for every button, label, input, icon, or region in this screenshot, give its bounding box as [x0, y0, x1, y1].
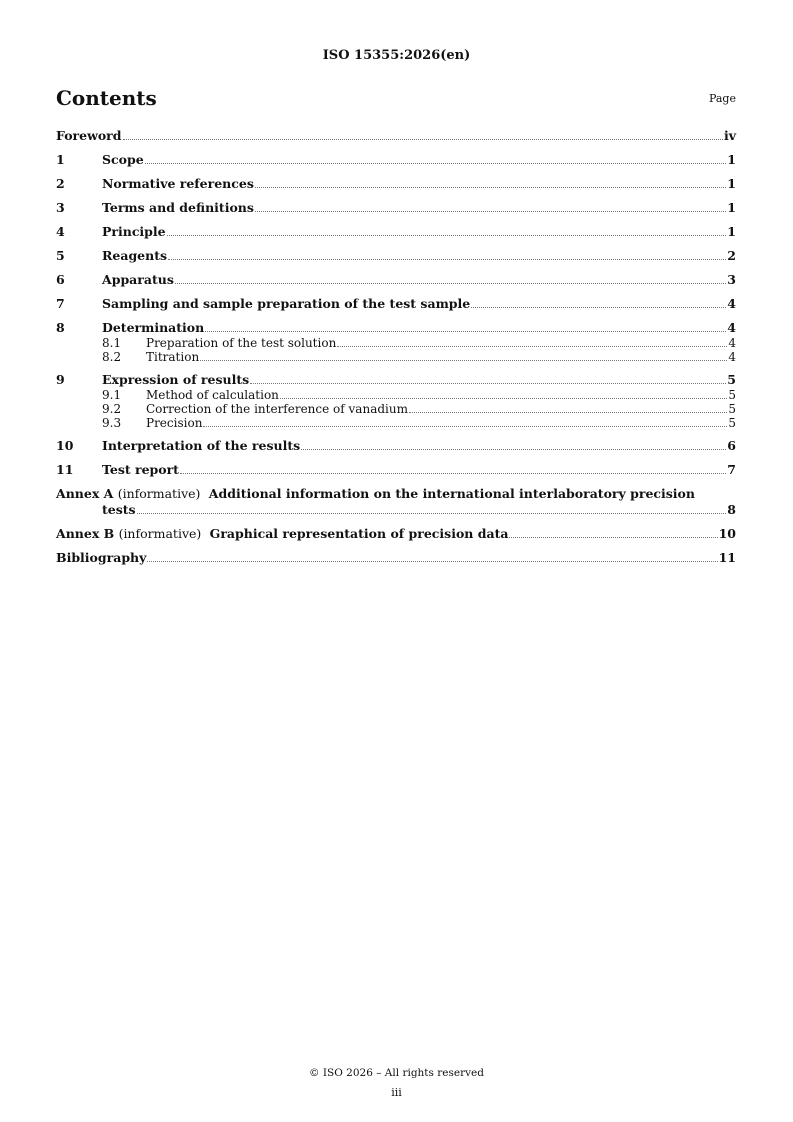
toc-entry-number: 4 — [56, 224, 65, 239]
toc-entry-title: Determination — [102, 320, 205, 335]
dot-leader — [280, 398, 727, 399]
toc-entry-title: Correction of the interference of vanadium — [146, 402, 408, 416]
toc-entry-terms-and-definitions[interactable] — [56, 200, 736, 216]
toc-entry-page: 2 — [727, 248, 736, 263]
dot-leader — [255, 187, 726, 188]
toc-subentry-vanadium-correction[interactable] — [56, 402, 736, 416]
toc-entry-title: Method of calculation — [146, 388, 279, 402]
toc-entry-number: 2 — [56, 176, 65, 191]
toc-entry-determination[interactable] — [56, 320, 736, 336]
toc-entry-page: 4 — [727, 320, 736, 335]
copyright-notice: © ISO 2026 – All rights reserved — [309, 1067, 484, 1079]
page-number: iii — [391, 1086, 402, 1099]
toc-entry-annex-a[interactable] — [56, 486, 736, 518]
toc-entry-page: 1 — [727, 176, 736, 191]
toc-entry-page: 11 — [718, 550, 736, 565]
dot-leader — [471, 307, 726, 308]
toc-entry-page: 4 — [728, 336, 736, 350]
dot-leader — [200, 360, 727, 361]
page-column-label: Page — [708, 92, 736, 105]
toc-entry-title: Normative references — [102, 176, 254, 191]
toc-entry-page: 4 — [727, 296, 736, 311]
toc-entry-number: 11 — [56, 462, 74, 477]
toc-entry-page: 4 — [728, 350, 736, 364]
annex-label: Annex B — [56, 526, 115, 541]
toc-entry-interpretation[interactable] — [56, 438, 736, 454]
toc-entry-title: Precision — [146, 416, 203, 430]
toc-entry-page: 7 — [727, 462, 736, 477]
toc-entry-number: 6 — [56, 272, 65, 287]
toc-entry-number: 9.1 — [102, 388, 122, 402]
toc-entry-title: Terms and definitions — [102, 200, 254, 215]
dot-leader — [147, 561, 717, 562]
document-id: ISO 15355:2026(en) — [322, 48, 471, 63]
toc-entry-title: Expression of results — [102, 372, 250, 387]
toc-entry-test-report[interactable] — [56, 462, 736, 478]
toc-entry-number: 1 — [56, 152, 65, 167]
dot-leader — [203, 426, 727, 427]
toc-entry-title: Test report — [102, 462, 179, 477]
toc-entry-title: Bibliography — [56, 550, 147, 565]
toc-entry-number: 5 — [56, 248, 65, 263]
table-of-contents — [56, 128, 736, 566]
toc-entry-number: 8.1 — [102, 336, 122, 350]
toc-entry-sampling[interactable] — [56, 296, 736, 312]
toc-entry-number: 9 — [56, 372, 65, 387]
dot-leader — [509, 537, 717, 538]
toc-entry-normative-references[interactable] — [56, 176, 736, 192]
toc-entry-scope[interactable] — [56, 152, 736, 168]
annex-title: Graphical representation of precision data — [209, 526, 509, 541]
annex-qualifier: (informative) — [117, 486, 201, 501]
toc-entry-title: Scope — [102, 152, 144, 167]
toc-entry-title: Foreword — [56, 128, 122, 143]
toc-entry-annex-b[interactable] — [56, 526, 736, 542]
dot-leader — [167, 235, 727, 236]
toc-entry-foreword[interactable] — [56, 128, 736, 144]
toc-entry-number: 8 — [56, 320, 65, 335]
toc-entry-page: 1 — [727, 224, 736, 239]
dot-leader — [175, 283, 726, 284]
toc-entry-number: 3 — [56, 200, 65, 215]
toc-entry-page: 5 — [728, 416, 736, 430]
dot-leader — [168, 259, 726, 260]
toc-entry-title: Principle — [102, 224, 166, 239]
dot-leader — [123, 139, 723, 140]
toc-entry-page: 10 — [718, 526, 736, 541]
dot-leader — [337, 346, 727, 347]
dot-leader — [137, 513, 727, 514]
toc-subentry-titration[interactable] — [56, 350, 736, 364]
annex-title: Additional information on the international interlaboratory precision — [208, 486, 695, 501]
toc-entry-number: 9.2 — [102, 402, 122, 416]
dot-leader — [250, 383, 726, 384]
dot-leader — [180, 473, 726, 474]
toc-entry-page: 3 — [727, 272, 736, 287]
annex-qualifier: (informative) — [118, 526, 202, 541]
toc-subentry-preparation[interactable] — [56, 336, 736, 350]
toc-entry-page: iv — [723, 128, 736, 143]
toc-entry-page: 6 — [727, 438, 736, 453]
toc-entry-expression-of-results[interactable] — [56, 372, 736, 388]
annex-title-continuation: tests — [102, 502, 136, 517]
toc-subentry-precision[interactable] — [56, 416, 736, 430]
toc-entry-number: 8.2 — [102, 350, 122, 364]
toc-entry-page: 5 — [728, 388, 736, 402]
toc-entry-apparatus[interactable] — [56, 272, 736, 288]
toc-entry-principle[interactable] — [56, 224, 736, 240]
toc-entry-page: 1 — [727, 152, 736, 167]
toc-entry-page: 1 — [727, 200, 736, 215]
dot-leader — [205, 331, 726, 332]
toc-entry-title: Sampling and sample preparation of the test sample — [102, 296, 471, 311]
toc-entry-title: Interpretation of the results — [102, 438, 301, 453]
contents-title: Contents — [56, 86, 157, 110]
toc-entry-title: Apparatus — [102, 272, 174, 287]
dot-leader — [255, 211, 726, 212]
toc-entry-number: 9.3 — [102, 416, 122, 430]
toc-entry-page: 8 — [727, 502, 736, 517]
toc-entry-bibliography[interactable] — [56, 550, 736, 566]
annex-label: Annex A — [56, 486, 114, 501]
dot-leader — [409, 412, 727, 413]
toc-entry-number: 7 — [56, 296, 65, 311]
toc-entry-title: Preparation of the test solution — [146, 336, 337, 350]
toc-entry-reagents[interactable] — [56, 248, 736, 264]
toc-entry-title: Titration — [146, 350, 200, 364]
dot-leader — [301, 449, 726, 450]
toc-entry-number: 10 — [56, 438, 74, 453]
toc-subentry-method-of-calculation[interactable] — [56, 388, 736, 402]
toc-entry-title: Reagents — [102, 248, 168, 263]
dot-leader — [145, 163, 727, 164]
toc-entry-page: 5 — [727, 372, 736, 387]
toc-entry-page: 5 — [728, 402, 736, 416]
